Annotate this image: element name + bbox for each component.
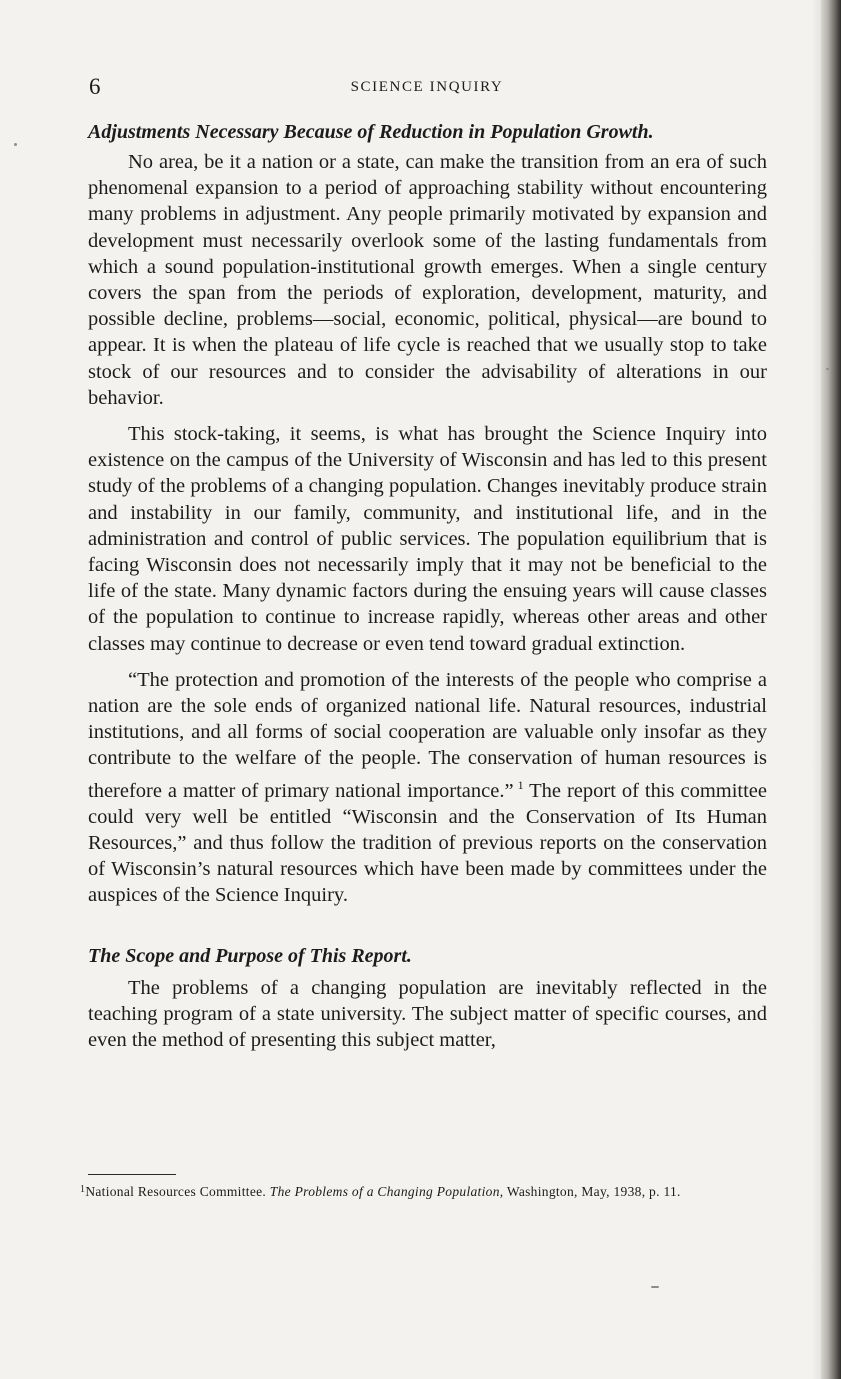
- footnote-mark: 1: [80, 1184, 86, 1195]
- page-binding-edge: [821, 0, 841, 1379]
- paragraph-transition: No area, be it a nation or a state, can make the transition from an era of such phenomenal expansion to a period of approaching stability without encountering many problems in adjustment. Any people primarily motivated by expansion and development must necessarily overlook some of the lasting fundamentals from which a sound population-institutional growth emerges. When a single century covers the span from the periods of exploration, development, maturity, and possible decline, problems—social, economic, political, physical—are bound to appear. It is when the plateau of life cycle is reached that we usually stop to take stock of our resources and to consider the advisability of alterations in our behavior.: [88, 151, 767, 409]
- footnote-details: Washington, May, 1938, p. 11.: [503, 1184, 681, 1199]
- scan-speck: [826, 368, 829, 370]
- quote-text: “The protection and promotion of the interests of the people who comprise a nation are the sole ends of organized national life. Natural resources, industrial institutions, and all forms of social cooperation are valuable only insofar as they contribute to the welfare of the people. The conservation of human resources is therefore a matter of primary national importance.”: [88, 668, 767, 802]
- paragraph-conservation-quote: [88, 667, 767, 909]
- footnote: [80, 1182, 770, 1200]
- footnote-source: National Resources Committee.: [85, 1184, 270, 1199]
- scan-speck: [14, 143, 17, 146]
- footnote-rule: [88, 1174, 176, 1175]
- quote-continuation: The report of this committee could very well be entitled “Wisconsin and the Conservation of Its Human Resources,” and thus follow the tradition of previous reports on the conservation of Wisconsin’s natural resources which have been made by committees under the auspices of the Science Inquiry.: [88, 779, 767, 907]
- paragraph-stock-taking: This stock-taking, it seems, is what has brought the Science Inquiry into existence on the campus of the University of Wisconsin and has led to this present study of the problems of a changing population. Changes inevitably produce strain and instability in our family, community, and institutional life, and in the administration and control of public services. The population equilibrium that is facing Wisconsin does not necessarily imply that it may not be beneficial to the life of the state. Many dynamic factors during the ensuing years will cause classes of the population to continue to increase rapidly, whereas other areas and other classes may continue to decrease or even tend toward gradual extinction.: [88, 423, 767, 655]
- footnote-title: The Problems of a Changing Population,: [269, 1184, 504, 1199]
- page-number: 6: [89, 74, 101, 99]
- scan-speck: [651, 1286, 659, 1288]
- page-body: [88, 119, 767, 1053]
- running-head: SCIENCE INQUIRY: [350, 79, 504, 95]
- footnote-reference: 1: [517, 777, 524, 792]
- section-heading-scope: The Scope and Purpose of This Report.: [88, 944, 412, 967]
- page-edge-shadow: [811, 0, 821, 1379]
- page-header: [87, 74, 767, 104]
- paragraph-scope: The problems of a changing population are inevitably reflected in the teaching program of a state university. The subject matter of specific courses, and even the method of presenting this subject matter,: [88, 976, 767, 1051]
- section-heading-adjustments: Adjustments Necessary Because of Reduction in Population Growth.: [88, 121, 654, 143]
